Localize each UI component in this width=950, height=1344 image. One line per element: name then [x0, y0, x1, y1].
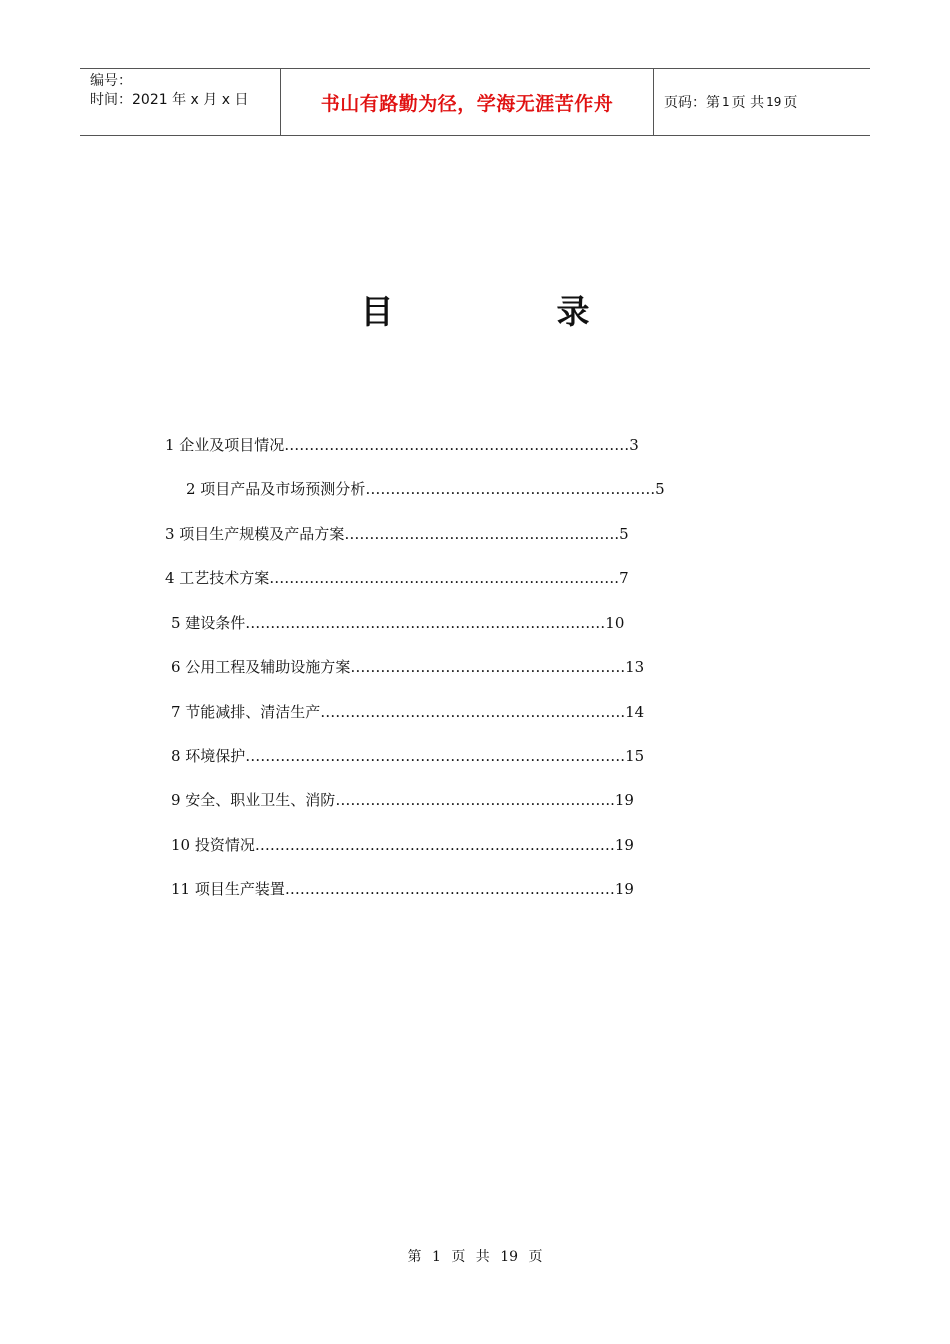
footer-mid1: 页 — [451, 1249, 466, 1265]
toc-item[interactable]: 8 环境保护………………………………………………………………….15 — [171, 747, 645, 765]
toc-item[interactable]: 5 建设条件………………………………………………………………10 — [171, 614, 625, 632]
toc-item[interactable]: 9 安全、职业卫生、消防………………………………………………..19 — [171, 791, 634, 809]
document-number-label: 编号： — [90, 73, 132, 89]
page-title — [0, 286, 950, 333]
header-meta — [80, 69, 281, 135]
toc-item[interactable]: 4 工艺技术方案…………………………………………………………….7 — [165, 569, 629, 587]
page-mid: 页 共 — [731, 95, 765, 111]
toc-item[interactable]: 7 节能减排、清洁生产…………………………………………………….14 — [171, 703, 645, 721]
toc-item[interactable]: 11 项目生产装置…………………………………………………………19 — [171, 880, 634, 898]
footer-prefix: 第 — [407, 1249, 422, 1265]
page-prefix: 页码：第 — [664, 95, 720, 111]
toc-item[interactable]: 6 公用工程及辅助设施方案……………………………………………….13 — [171, 658, 645, 676]
footer-suffix: 页 — [528, 1249, 543, 1265]
page-total: 19 — [766, 95, 782, 109]
title-char-1: 目 — [360, 292, 394, 331]
toc-item[interactable]: 3 项目生产规模及产品方案……………………………………………….5 — [165, 525, 629, 543]
header-motto: 书山有路勤为径，学海无涯苦作舟 — [320, 92, 614, 115]
toc-item[interactable]: 1 企业及项目情况……………………………………………………………3 — [165, 436, 639, 454]
page-footer — [0, 1246, 950, 1266]
title-char-2: 录 — [556, 292, 590, 331]
page-suffix: 页 — [783, 95, 798, 111]
page-current: 1 — [722, 95, 730, 109]
toc-item[interactable]: 10 投资情况………………………………………………………………19 — [171, 836, 634, 854]
footer-total: 19 — [500, 1249, 519, 1265]
header-motto-cell — [281, 69, 654, 135]
footer-mid2: 共 — [475, 1249, 490, 1265]
header-page-info — [654, 69, 870, 135]
toc-item[interactable]: 2 项目产品及市场预测分析………………………………………………….5 — [186, 480, 665, 498]
footer-current: 1 — [431, 1249, 441, 1265]
document-time-label: 时间：2021 年 x 月 x 日 — [90, 92, 249, 108]
page-header — [80, 68, 870, 136]
